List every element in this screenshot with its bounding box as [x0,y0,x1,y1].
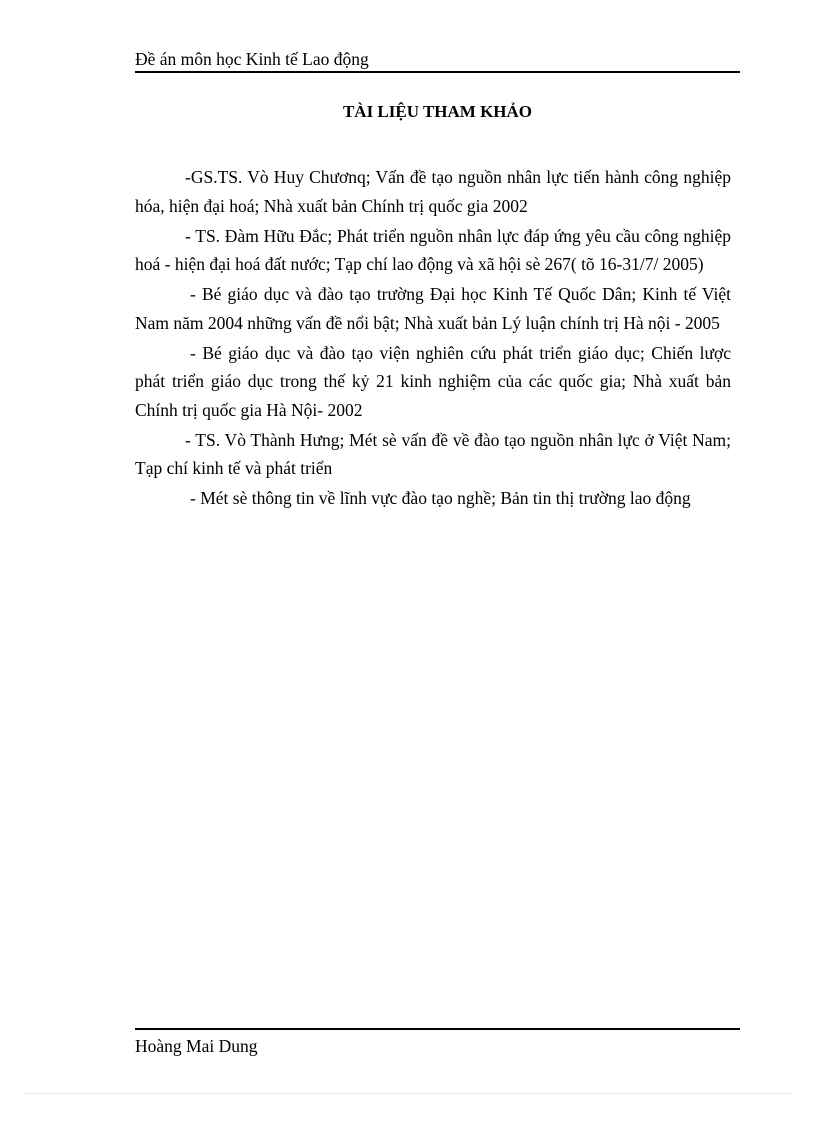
reference-item: - Bé giáo dục và đào tạo viện nghiên cứu phát triển giáo dục; Chiến lược phát triển giáo dục trong thế kỷ 21 kinh nghiệm của các quốc gia; Nhà xuất bản Chính trị quốc gia Hà Nội- 2002 [135,342,731,420]
reference-item: -GS.TS. Vò Huy Chươnq; Vấn đề tạo nguồn nhân lực tiến hành công nghiệp hóa, hiện đại hoá; Nhà xuất bản Chính trị quốc gia 2002 [135,167,731,216]
page-title: TÀI LIỆU THAM KHẢO [342,102,533,121]
reference-item: - TS. Vò Thành Hưng; Mét sè vấn đề về đào tạo nguồn nhân lực ở Việt Nam; Tạp chí kinh tế và phát triển [135,429,731,478]
page-header [135,47,740,73]
reference-list [135,163,731,514]
reference-item: - TS. Đàm Hữu Đắc; Phát triển nguồn nhân lực đáp ứng yêu cầu công nghiệp hoá - hiện đại hoá đất nước; Tạp chí lao động và xã hội sè 267( tõ 16-31/7/ 2005) [135,225,731,274]
page-bottom-divider [25,1093,791,1094]
header-title: Đề án môn học Kinh tế Lao động [135,49,369,69]
page-footer [135,1028,740,1058]
footer-author: Hoàng Mai Dung [135,1036,258,1056]
reference-item: - Mét sè thông tin về lĩnh vực đào tạo nghề; Bản tin thị trường lao động [190,488,691,508]
reference-item: - Bé giáo dục và đào tạo trường Đại học Kinh Tế Quốc Dân; Kinh tế Việt Nam năm 2004 những vấn đề nổi bật; Nhà xuất bản Lý luận chính trị Hà nội - 2005 [135,284,731,333]
